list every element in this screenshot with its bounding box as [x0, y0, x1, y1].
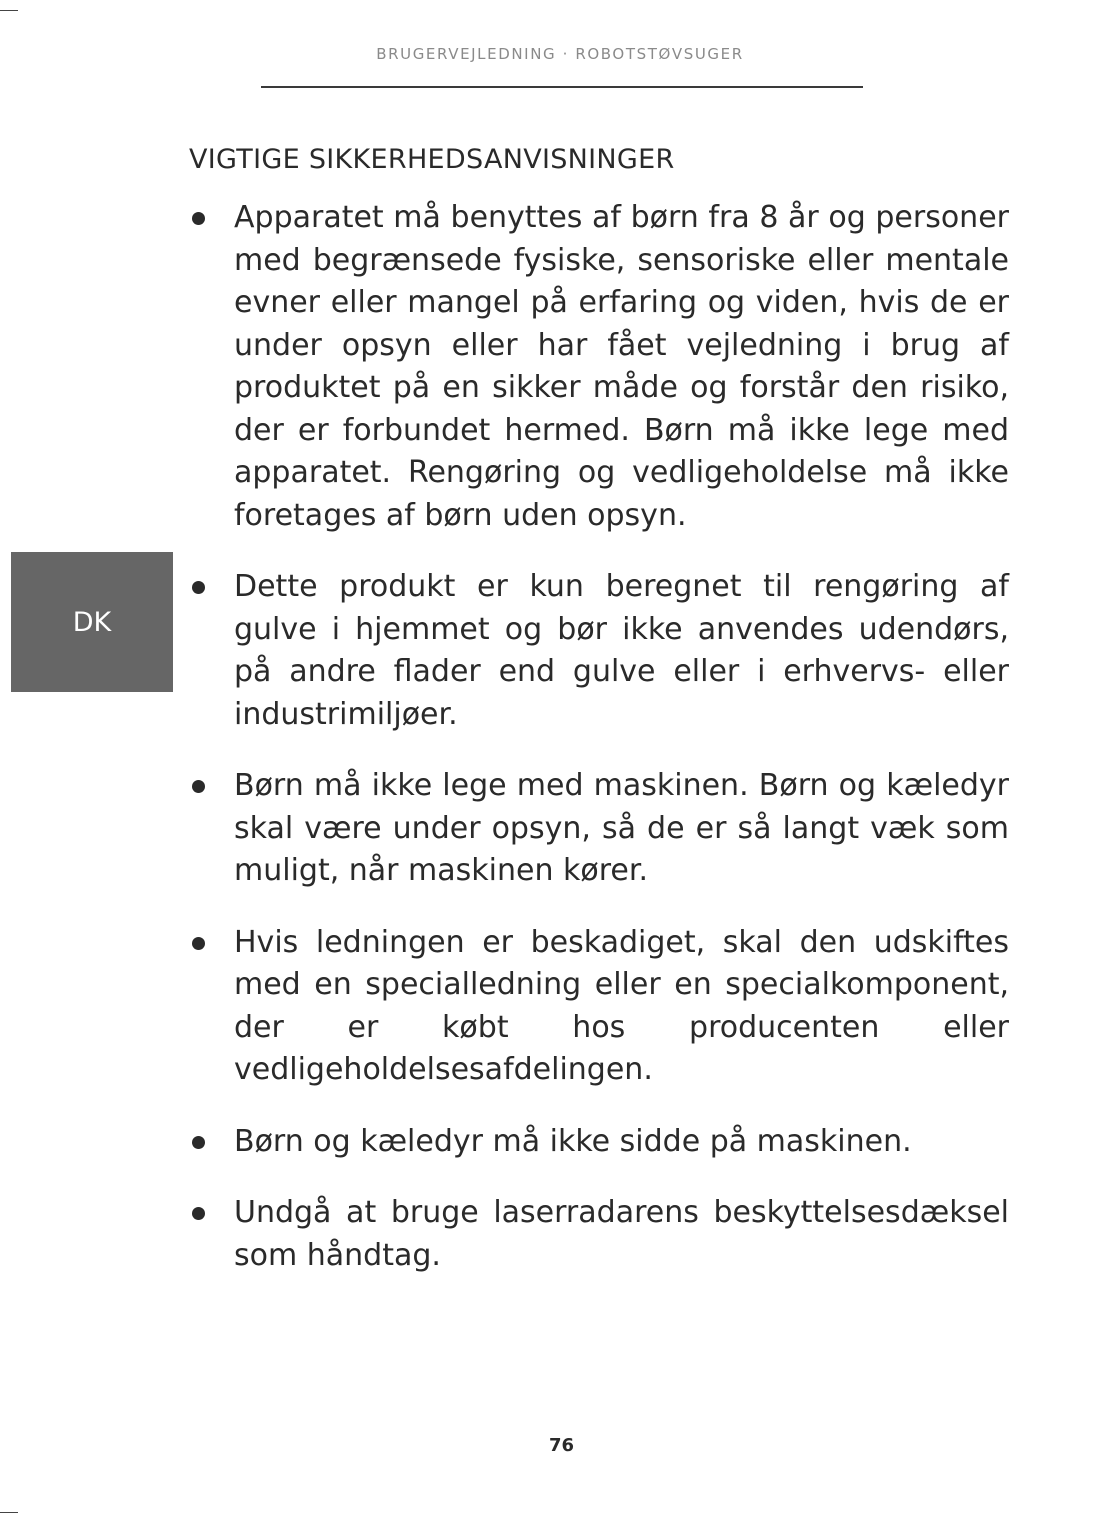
language-tab-label: DK	[72, 606, 112, 638]
bullet-icon	[192, 1136, 205, 1149]
bullet-icon	[192, 780, 205, 793]
bullet-icon	[192, 1207, 205, 1220]
bullet-icon	[192, 212, 205, 225]
running-header: BRUGERVEJLEDNING · ROBOTSTØVSUGER	[376, 45, 744, 63]
list-item-text: Børn må ikke lege med maskinen. Børn og kæledyr skal være under opsyn, så de er så langt væk som muligt, når maskinen kører.	[234, 768, 1009, 888]
language-tab	[11, 552, 173, 692]
list-item	[189, 1192, 1009, 1277]
section-title: VIGTIGE SIKKERHEDSANVISNINGER	[189, 144, 675, 175]
bullet-icon	[192, 581, 205, 594]
list-item	[189, 1121, 1009, 1164]
safety-instructions-list	[189, 197, 1009, 1306]
list-item	[189, 197, 1009, 537]
list-item	[189, 922, 1009, 1092]
list-item-text: Apparatet må benyttes af børn fra 8 år og personer med begrænsede fysiske, sensoriske eller mentale evner eller mangel på erfaring og viden, hvis de er under opsyn eller har fået vejledning i brug af produktet på en sikker måde og forstår den risiko, der er forbundet hermed. Børn må ikke lege med apparatet. Rengøring og vedligeholdelse må ikke foretages af børn uden opsyn.	[234, 200, 1009, 533]
list-item-text: Dette produkt er kun beregnet til rengøring af gulve i hjemmet og bør ikke anvendes udendørs, på andre flader end gulve eller i erhvervs- eller industrimiljøer.	[234, 569, 1009, 732]
list-item-text: Hvis ledningen er beskadiget, skal den udskiftes med en specialledning eller en specialkomponent, der er købt hos producenten eller vedligeholdelsesafdelingen.	[234, 924, 1009, 1087]
crop-mark-top	[0, 10, 18, 11]
list-item	[189, 765, 1009, 893]
header-divider	[261, 86, 863, 88]
bullet-icon	[192, 937, 205, 950]
page-number: 76	[548, 1435, 575, 1456]
list-item-text: Børn og kæledyr må ikke sidde på maskinen.	[234, 1123, 912, 1159]
list-item-text: Undgå at bruge laserradarens beskyttelsesdæksel som håndtag.	[234, 1195, 1009, 1273]
list-item	[189, 566, 1009, 736]
crop-mark-bottom	[0, 1512, 18, 1513]
